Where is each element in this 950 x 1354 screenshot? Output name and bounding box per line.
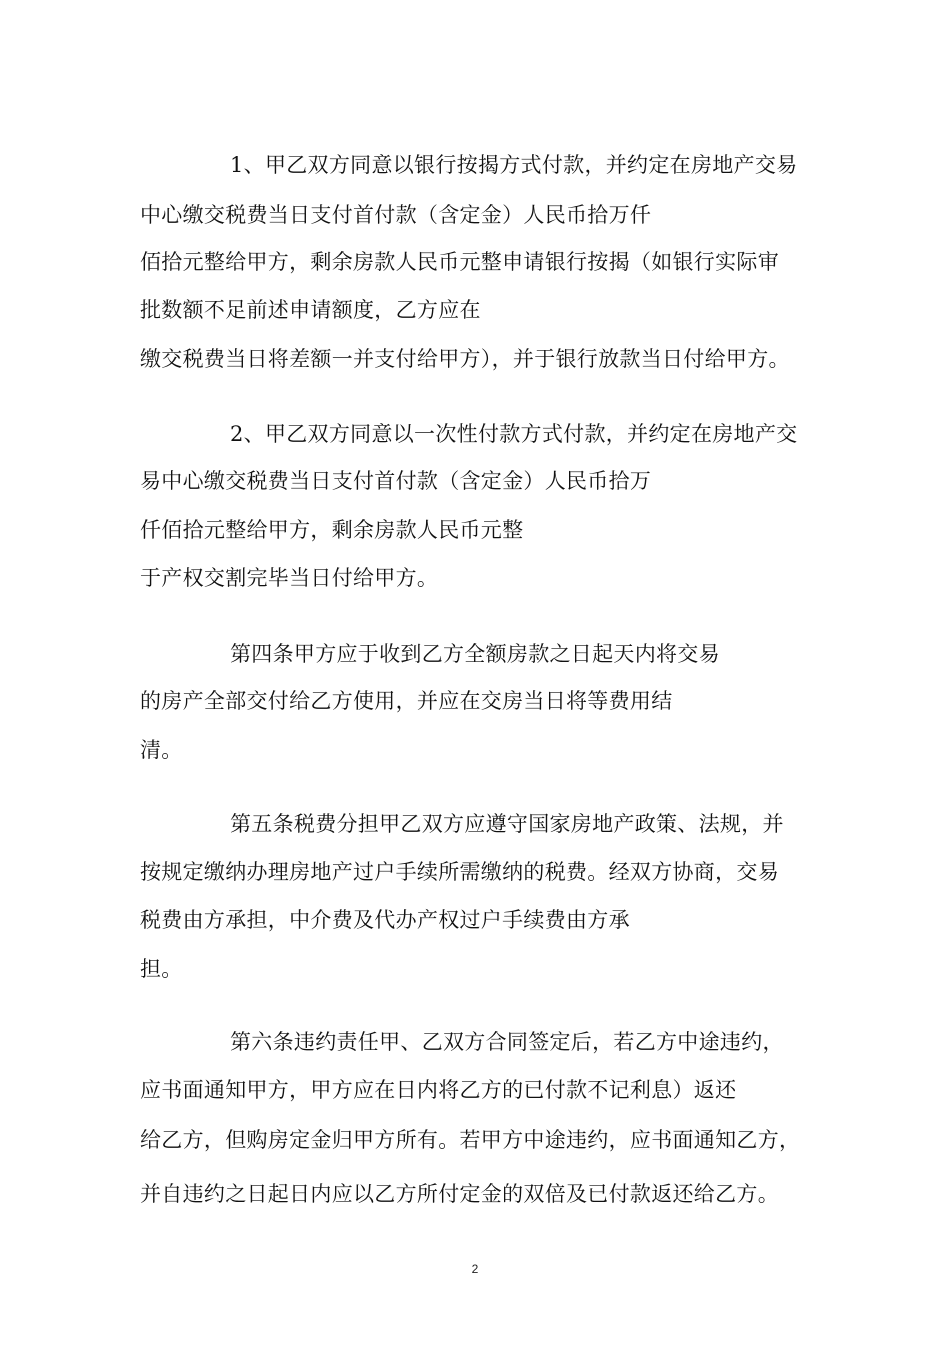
paragraph-2-line-3: 仟佰拾元整给甲方，剩余房款人民币元整 [140,518,524,542]
paragraph-1-line-4: 批数额不足前述申请额度，乙方应在 [140,298,481,322]
paragraph-3-line-2: 的房产全部交付给乙方使用，并应在交房当日将等费用结 [140,689,673,713]
paragraph-2-line-4: 于产权交割完毕当日付给甲方。 [140,566,439,590]
paragraph-4-line-2: 按规定缴纳办理房地产过户手续所需缴纳的税费。经双方协商，交易 [140,860,779,884]
paragraph-5-line-2: 应书面通知甲方，甲方应在日内将乙方的已付款不记利息）返还 [140,1078,737,1102]
paragraph-1-line-1: 1、甲乙双方同意以银行按揭方式付款，并约定在房地产交易 [230,153,798,177]
page-number: 2 [471,1262,479,1276]
paragraph-1-line-3: 佰拾元整给甲方，剩余房款人民币元整申请银行按揭（如银行实际审 [140,250,779,274]
paragraph-1-line-2: 中心缴交税费当日支付首付款（含定金）人民币拾万仟 [140,203,652,227]
paragraph-1-line-5: 缴交税费当日将差额一并支付给甲方），并于银行放款当日付给甲方。 [140,347,790,371]
paragraph-5-line-1: 第六条违约责任甲、乙双方合同签定后，若乙方中途违约， [230,1030,784,1054]
paragraph-2-line-1: 2、甲乙双方同意以一次性付款方式付款，并约定在房地产交 [230,422,798,446]
paragraph-4-line-4: 担。 [140,957,183,981]
paragraph-4-line-3: 税费由方承担，中介费及代办产权过户手续费由方承 [140,908,630,932]
paragraph-5-line-3: 给乙方，但购房定金归甲方所有。若甲方中途违约，应书面通知乙方， [140,1128,801,1152]
paragraph-2-line-2: 易中心缴交税费当日支付首付款（含定金）人民币拾万 [140,469,652,493]
paragraph-3-line-3: 清。 [140,738,183,762]
paragraph-4-line-1: 第五条税费分担甲乙双方应遵守国家房地产政策、法规，并 [230,812,784,836]
paragraph-5-line-4: 并自违约之日起日内应以乙方所付定金的双倍及已付款返还给乙方。 [140,1182,779,1206]
paragraph-3-line-1: 第四条甲方应于收到乙方全额房款之日起天内将交易 [230,642,720,666]
